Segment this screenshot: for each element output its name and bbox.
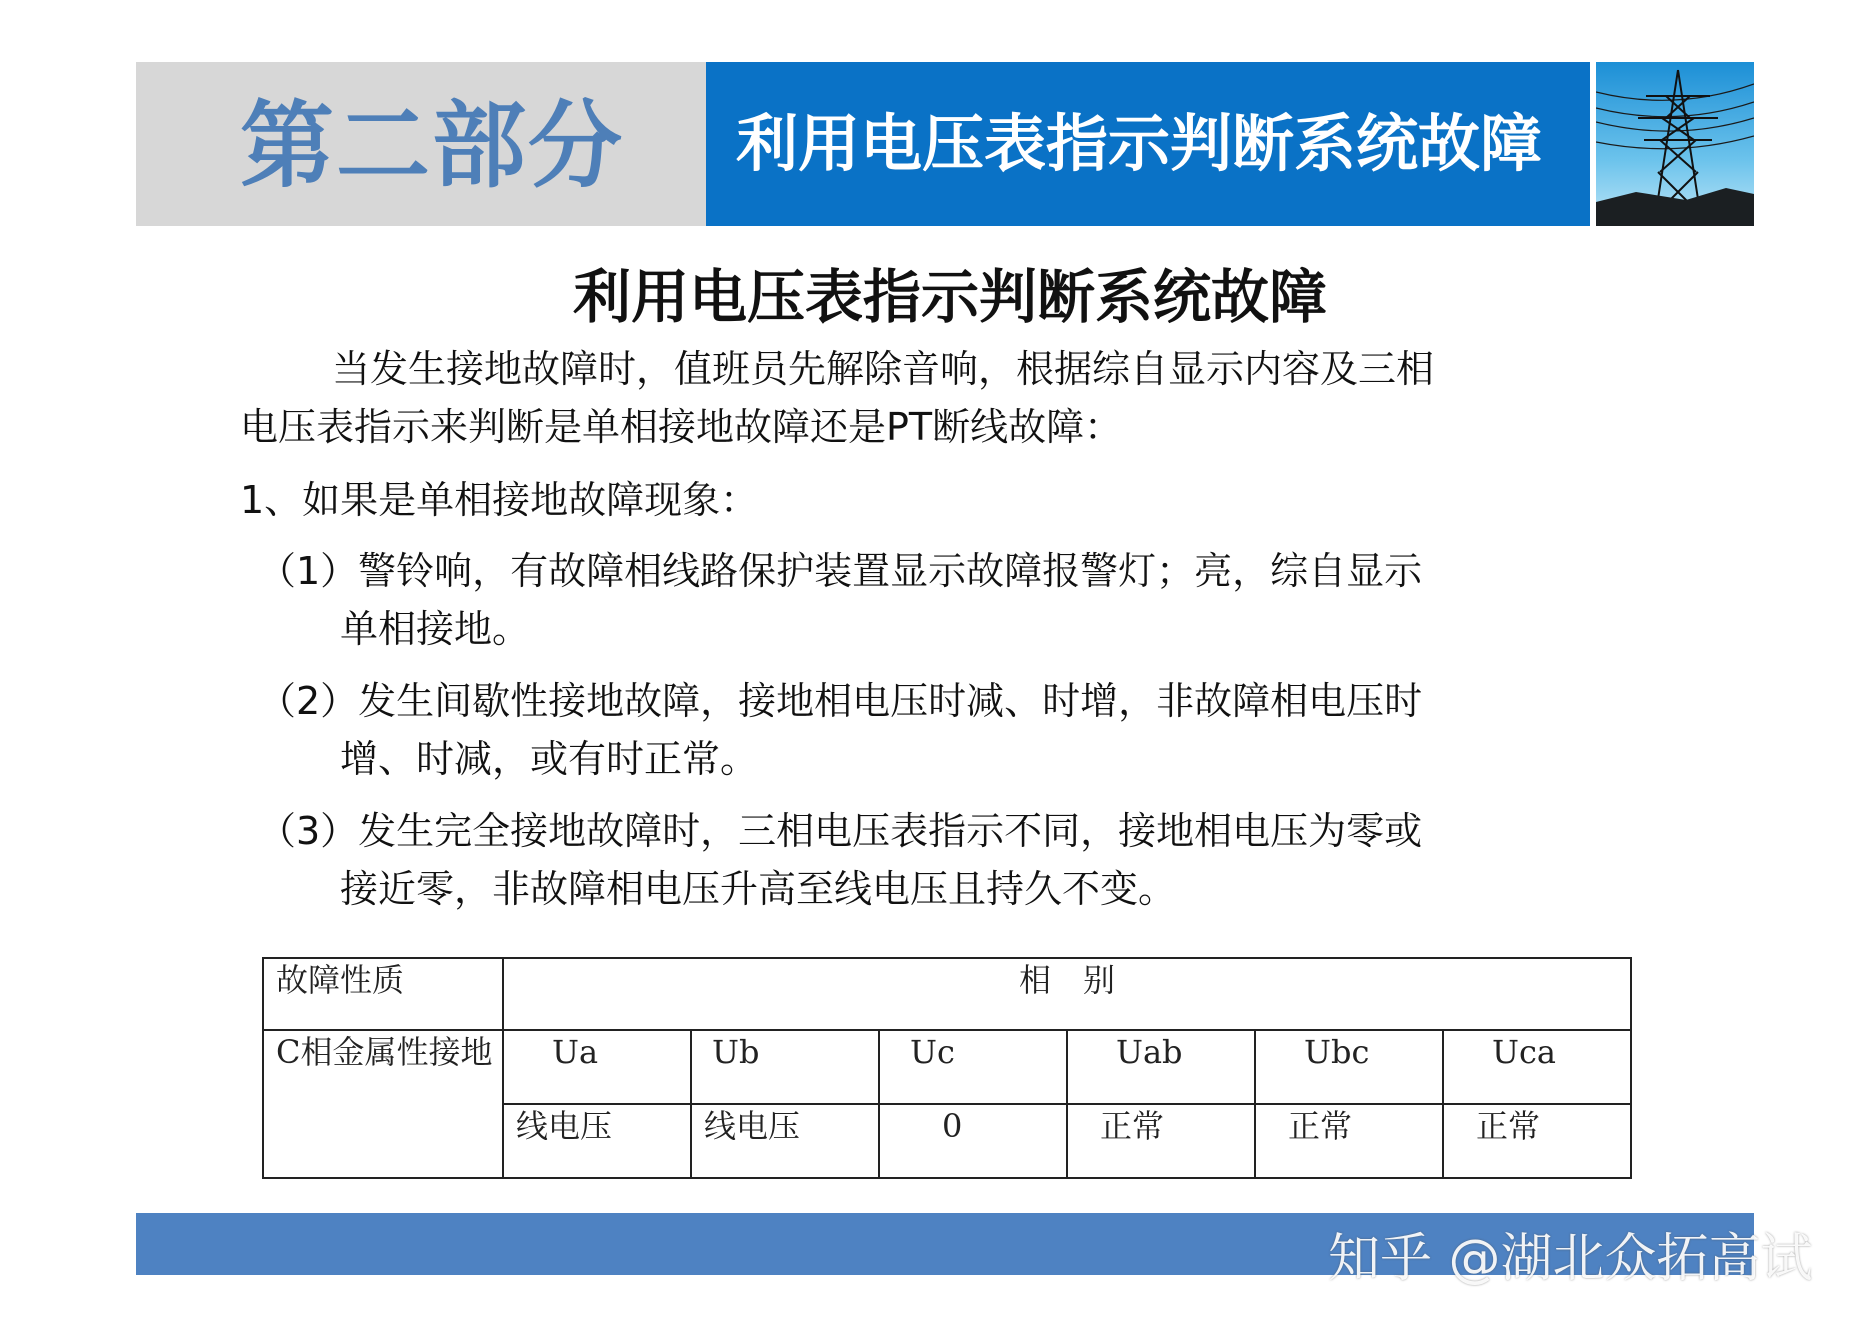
power-tower-icon [1596, 62, 1754, 226]
point-3-line-2: 接近零，非故障相电压升高至线电压且持久不变。 [340, 867, 1177, 911]
table-row-label: C相金属性接地 [263, 1030, 503, 1178]
point-1-line-1: （1）警铃响，有故障相线路保护装置显示故障报警灯；亮，综自显示 [258, 549, 1423, 593]
table-col-ua: Ua [503, 1030, 691, 1104]
intro-line-1: 当发生接地故障时，值班员先解除音响，根据综自显示内容及三相 [332, 347, 1435, 391]
table-header-fault-type: 故障性质 [263, 958, 503, 1030]
power-tower-image [1596, 62, 1754, 226]
header-title: 利用电压表指示判断系统故障 [736, 107, 1543, 180]
table-col-uc: Uc [879, 1030, 1067, 1104]
point-2 [258, 672, 1668, 788]
point-2-line-1: （2）发生间歇性接地故障，接地相电压时减、时增，非故障相电压时 [258, 679, 1423, 723]
table-value-uc: 0 [879, 1104, 1067, 1178]
table-header-phase: 相 别 [503, 958, 1631, 1030]
table-col-uca: Uca [1443, 1030, 1631, 1104]
intro-paragraph [240, 340, 1650, 456]
point-1-line-2: 单相接地。 [340, 607, 531, 651]
point-2-line-2: 增、时减，或有时正常。 [340, 737, 759, 781]
table-value-ub: 线电压 [691, 1104, 879, 1178]
table-value-ua: 线电压 [503, 1104, 691, 1178]
point-3-line-1: （3）发生完全接地故障时，三相电压表指示不同，接地相电压为零或 [258, 809, 1423, 853]
main-title: 利用电压表指示判断系统故障 [572, 263, 1327, 331]
table-col-ub: Ub [691, 1030, 879, 1104]
table-value-uab: 正常 [1067, 1104, 1255, 1178]
item-1-heading: 1、如果是单相接地故障现象： [240, 478, 759, 522]
table-col-uab: Uab [1067, 1030, 1255, 1104]
table-value-ubc: 正常 [1255, 1104, 1443, 1178]
table-col-ubc: Ubc [1255, 1030, 1443, 1104]
intro-line-2: 电压表指示来判断是单相接地故障还是PT断线故障： [240, 405, 1123, 449]
point-1 [258, 542, 1668, 658]
watermark: 知乎 @湖北众拓高试 [1328, 1229, 1813, 1289]
point-3 [258, 802, 1668, 918]
fault-table [262, 957, 1632, 1179]
section-label: 第二部分 [240, 92, 625, 201]
table-value-uca: 正常 [1443, 1104, 1631, 1178]
